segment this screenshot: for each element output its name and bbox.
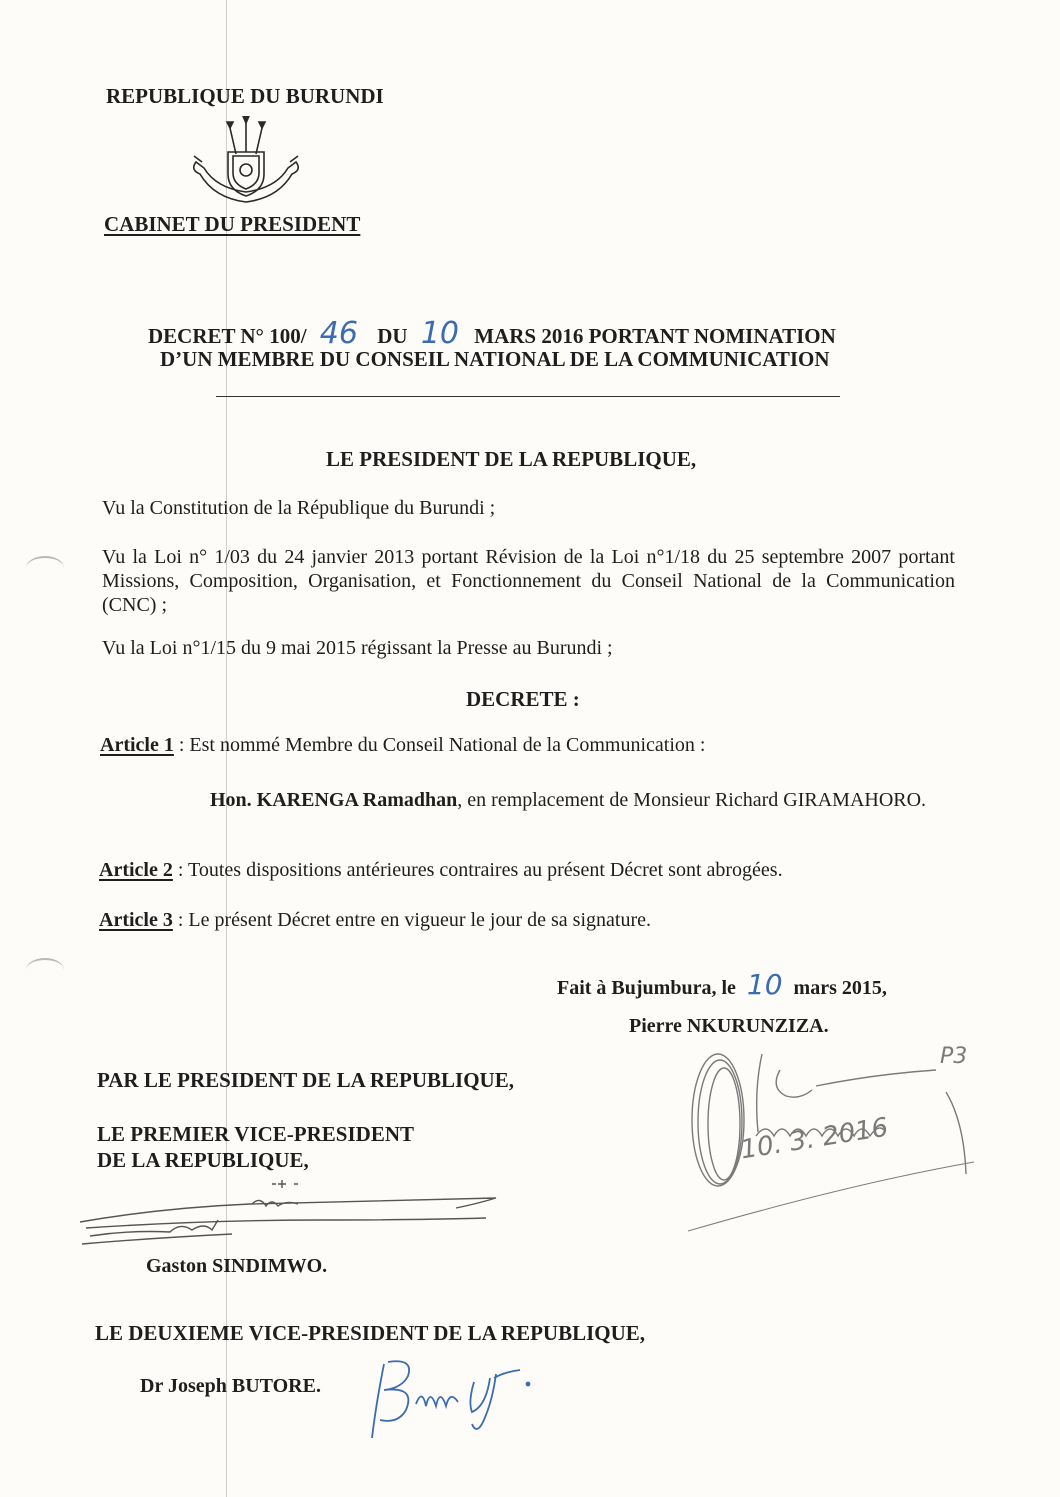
article-3: [99, 909, 651, 932]
president-signature: [688, 1040, 988, 1240]
visa-law-cnc: Vu la Loi n° 1/03 du 24 janvier 2013 portant Révision de la Loi n°1/18 du 25 septembre 2007 portant Missions, Composition, Organisation, et Fonctionnement du Conseil National de la Communication (CNC) ;: [102, 546, 955, 616]
article-1-label: Article 1: [100, 734, 174, 756]
handwritten-decree-day: 10: [420, 316, 460, 351]
nominee-replacement: , en remplacement de Monsieur Richard GIRAMAHORO.: [457, 789, 927, 811]
signing-suffix: mars 2015,: [793, 977, 887, 999]
nominee-paragraph: [210, 788, 954, 812]
cabinet-heading: CABINET DU PRESIDENT: [104, 212, 361, 236]
article-1-text: : Est nommé Membre du Conseil National de la Communication :: [173, 734, 706, 756]
visa-constitution: Vu la Constitution de la République du Burundi ;: [102, 497, 496, 519]
article-1: [100, 734, 705, 757]
decrete-heading: DECRETE :: [466, 687, 580, 711]
par-le-president: PAR LE PRESIDENT DE LA REPUBLIQUE,: [97, 1068, 514, 1092]
decree-du: DU: [377, 324, 408, 348]
article-2: [99, 859, 783, 882]
article-3-text: : Le présent Décret entre en vigueur le jour de sa signature.: [172, 909, 651, 931]
decree-number-prefix: DECRET N° 100/: [148, 324, 307, 348]
first-vp-name: Gaston SINDIMWO.: [146, 1255, 328, 1277]
punch-hole-mark: [26, 556, 64, 580]
second-vp-title: LE DEUXIEME VICE-PRESIDENT DE LA REPUBLIQUE,: [95, 1321, 646, 1345]
decree-title-line1: [148, 316, 836, 351]
article-2-text: : Toutes dispositions antérieures contraires au présent Décret sont abrogées.: [172, 859, 783, 881]
pencil-mark: P3: [940, 1044, 968, 1069]
first-vp-title-line2: DE LA REPUBLIQUE,: [97, 1148, 309, 1172]
title-divider: [216, 396, 840, 397]
handwritten-signing-day: 10: [746, 968, 783, 1001]
second-vp-signature: [362, 1348, 552, 1444]
article-3-label: Article 3: [99, 909, 173, 931]
signing-place-date: [557, 968, 887, 1001]
punch-hole-mark: [26, 958, 64, 982]
handwritten-decree-number: 46: [319, 316, 358, 351]
nominee-name: Hon. KARENGA Ramadhan: [210, 789, 458, 811]
signing-prefix: Fait à Bujumbura, le: [557, 977, 736, 999]
pencil-date: 10. 3. 2016: [738, 1112, 891, 1166]
decree-title-line2: D’UN MEMBRE DU CONSEIL NATIONAL DE LA COMMUNICATION: [160, 347, 830, 371]
second-vp-name: Dr Joseph BUTORE.: [140, 1375, 321, 1397]
visa-law-press: Vu la Loi n°1/15 du 9 mai 2015 régissant la Presse au Burundi ;: [102, 637, 613, 659]
decree-title-rest: MARS 2016 PORTANT NOMINATION: [474, 324, 836, 348]
article-2-label: Article 2: [99, 859, 173, 881]
president-heading: LE PRESIDENT DE LA REPUBLIQUE,: [326, 447, 697, 471]
first-vp-signature: [76, 1178, 506, 1250]
first-vp-title-line1: LE PREMIER VICE-PRESIDENT: [97, 1122, 414, 1146]
burundi-coat-of-arms-icon: [190, 116, 302, 208]
republic-heading: REPUBLIQUE DU BURUNDI: [106, 84, 384, 108]
president-name: Pierre NKURUNZIZA.: [629, 1015, 829, 1037]
